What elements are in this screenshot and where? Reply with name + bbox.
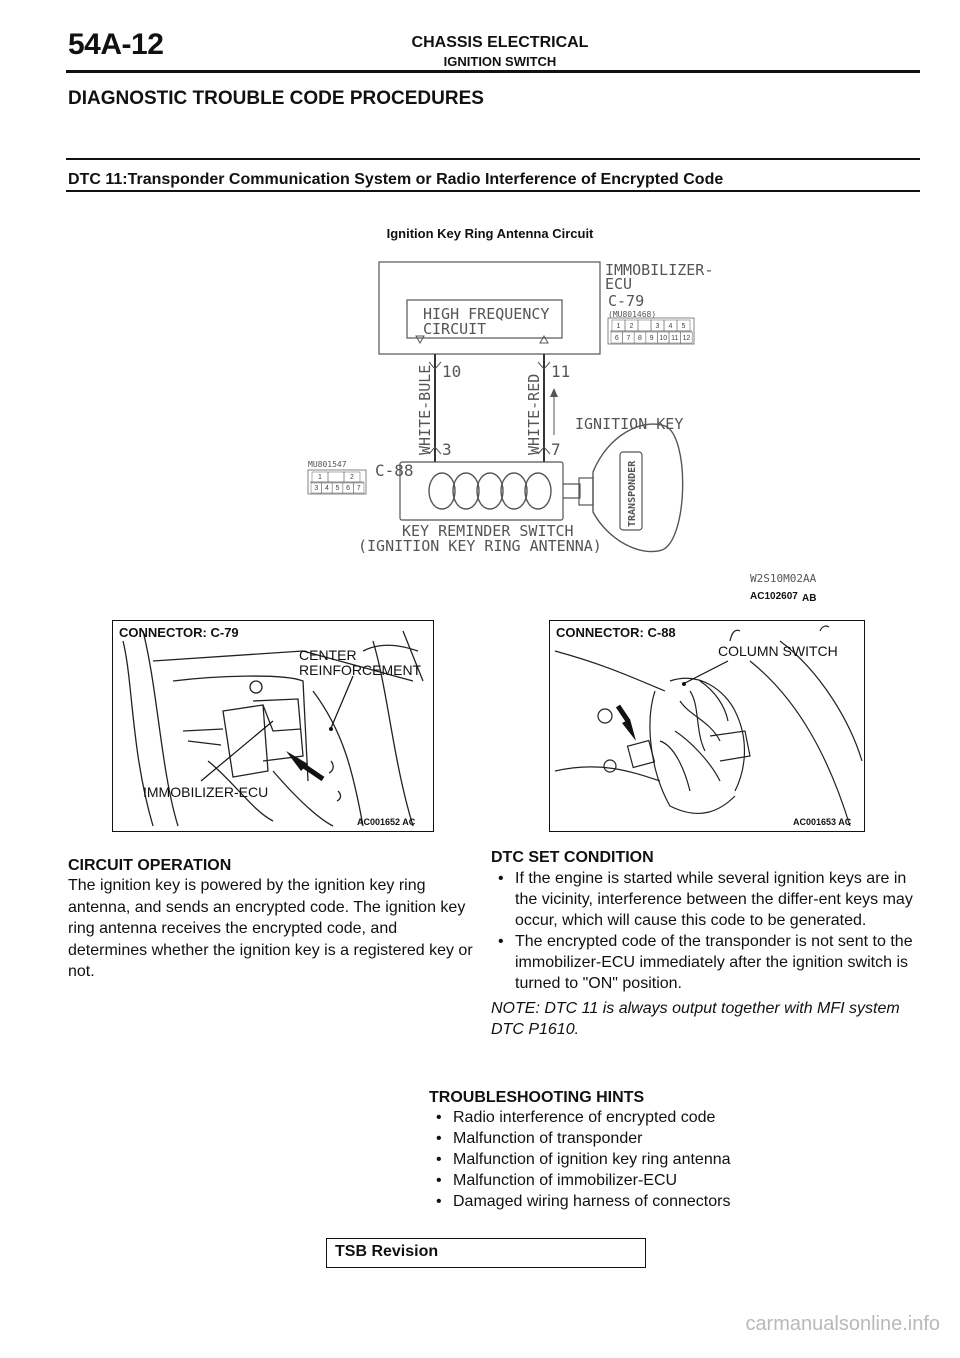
photo-c88-callout-column-switch: COLUMN SWITCH — [718, 643, 838, 659]
dtc-note: NOTE: DTC 11 is always output together with MFI system DTC P1610. — [491, 1000, 900, 1038]
circuit-operation-section — [68, 857, 478, 983]
connector-pin-label: 5 — [681, 323, 686, 330]
connector-pin-label: 9 — [649, 335, 654, 342]
photo-c88-leader — [685, 661, 728, 683]
connector-pin-label: 1 — [616, 323, 621, 330]
photo-c79-leader-1 — [331, 676, 353, 728]
connector-pin-label: 4 — [324, 485, 329, 492]
fig-code-2: AC102607 — [750, 591, 798, 602]
list-item: • Malfunction of immobilizer-ECU — [436, 1172, 678, 1189]
circuit-diagram — [290, 250, 830, 610]
connector-pin-label: 4 — [668, 323, 673, 330]
pin-7: 7 — [551, 440, 561, 459]
list-item: • The encrypted code of the transponder is not sent to the immobilizer-ECU immediately after the ignition switch is turned to "ON" position. — [498, 933, 913, 992]
connector-pin-label: 7 — [356, 485, 361, 492]
troubleshooting-hints-list — [429, 1107, 869, 1212]
wire-right-label: WHITE-RED — [525, 373, 543, 455]
list-item: • If the engine is started while several ignition keys are in the vicinity, interference between the differ-ent keys may occur, which will cause this code to be generated. — [498, 870, 913, 929]
ignition-arrow-head — [550, 388, 558, 397]
fig-code-3: AB — [802, 593, 817, 604]
switch-label-1: KEY REMINDER SWITCH — [402, 522, 574, 540]
c79-pins-top — [612, 320, 690, 331]
ecu-part: (MU801468) — [608, 310, 657, 319]
switch-part: MU801547 — [308, 460, 347, 469]
section-title: DIAGNOSTIC TROUBLE CODE PROCEDURES — [68, 88, 484, 109]
list-item: • Malfunction of transponder — [436, 1130, 643, 1147]
connector-pin-label: 11 — [671, 335, 679, 342]
connector-pin-label: 6 — [346, 485, 351, 492]
photo-c79-code: AC001652 AC — [357, 817, 416, 827]
connector-pin-label: 3 — [314, 485, 319, 492]
list-item: • Radio interference of encrypted code — [436, 1109, 716, 1126]
connector-pin-cell — [638, 320, 651, 331]
list-item: • Malfunction of ignition key ring antenna — [436, 1151, 731, 1168]
connector-pin-label: 7 — [626, 335, 631, 342]
connector-pin-cell — [328, 472, 344, 482]
diagram-caption: Ignition Key Ring Antenna Circuit — [386, 226, 594, 241]
c88-pins-top — [312, 472, 360, 482]
photo-c79-callout-ecu: IMMOBILIZER-ECU — [143, 784, 269, 800]
switch-label-2: (IGNITION KEY RING ANTENNA) — [358, 537, 602, 555]
c79-pins-bottom — [611, 332, 692, 343]
connector-pin-label: 1 — [318, 474, 322, 481]
list-item: • Damaged wiring harness of connectors — [436, 1193, 731, 1210]
header-divider — [66, 70, 920, 73]
connector-pin-label: 2 — [629, 323, 634, 330]
tsb-revision-label: TSB Revision — [335, 1243, 439, 1260]
key-reminder-switch-box — [400, 462, 563, 520]
ecu-label-1: IMMOBILIZER- — [605, 261, 714, 279]
dtc-rule-top — [66, 158, 920, 160]
ignition-key-label: IGNITION KEY — [575, 415, 684, 433]
connector-pin-label: 6 — [614, 335, 619, 342]
dtc-title: DTC 11:Transponder Communication System or Radio Interference of Encrypted Code — [68, 171, 724, 188]
photo-c88-arrow-head — [622, 719, 636, 741]
antenna-coil — [429, 473, 551, 509]
wire-left-label: WHITE-BULE — [416, 364, 434, 455]
connector-pin-label: 3 — [655, 323, 660, 330]
pin-11: 11 — [551, 362, 571, 381]
photo-c88-code: AC001653 AC — [793, 817, 852, 827]
photo-connector-c88 — [549, 620, 865, 832]
photo-c88-connector-label: CONNECTOR: C-88 — [556, 625, 676, 640]
c88-pins-bottom — [311, 483, 364, 493]
fig-code-1: W2S10M02AA — [750, 572, 817, 585]
chapter-title: CHASSIS ELECTRICAL — [411, 34, 589, 51]
tsb-revision-box — [326, 1238, 646, 1268]
key-blade — [563, 484, 580, 498]
watermark: carmanualsonline.info — [745, 1313, 940, 1335]
dtc-set-condition-section — [491, 849, 919, 1040]
photo-connector-c79 — [112, 620, 434, 832]
ecu-label-2: ECU — [605, 275, 633, 293]
photo-c79-arrow-body — [301, 764, 323, 779]
photo-c79-callout-center-2: REINFORCEMENT — [299, 662, 422, 678]
switch-connector: C-88 — [375, 461, 414, 480]
dtc-set-condition-heading: DTC SET CONDITION — [491, 849, 654, 866]
pin-10: 10 — [442, 362, 462, 381]
troubleshooting-hints-section — [429, 1089, 869, 1212]
dtc-rule-bottom — [66, 190, 920, 192]
pin-3: 3 — [442, 440, 452, 459]
circuit-operation-heading: CIRCUIT OPERATION — [68, 857, 232, 874]
photo-c79-connector-label: CONNECTOR: C-79 — [119, 625, 239, 640]
chapter-subtitle: IGNITION SWITCH — [443, 54, 557, 69]
photo-c79-callout-center-1: CENTER — [299, 647, 357, 663]
page-code: 54A-12 — [68, 28, 164, 61]
connector-pin-label: 8 — [638, 335, 642, 342]
connector-pin-label: 5 — [335, 485, 340, 492]
troubleshooting-hints-heading: TROUBLESHOOTING HINTS — [429, 1089, 645, 1106]
connector-pin-label: 10 — [659, 335, 668, 342]
key-shoulder — [579, 478, 593, 505]
connector-pin-label: 12 — [682, 335, 691, 342]
dtc-set-condition-list — [491, 868, 919, 994]
circuit-operation-text: The ignition key is powered by the ignition key ring antenna, and sends an encrypted code. The ignition key ring antenna receives the encrypted code, and determines whether the ignition key is a registered key or not. — [68, 877, 473, 980]
photo-c88-arrow-body — [618, 706, 628, 721]
hf-label-2: CIRCUIT — [423, 320, 487, 338]
transponder-label: TRANSPONDER — [627, 460, 638, 527]
connector-pin-label: 2 — [350, 474, 354, 481]
hf-arrow-right — [540, 336, 548, 343]
ecu-connector: C-79 — [608, 292, 645, 310]
hf-label-1: HIGH FREQUENCY — [423, 305, 550, 323]
